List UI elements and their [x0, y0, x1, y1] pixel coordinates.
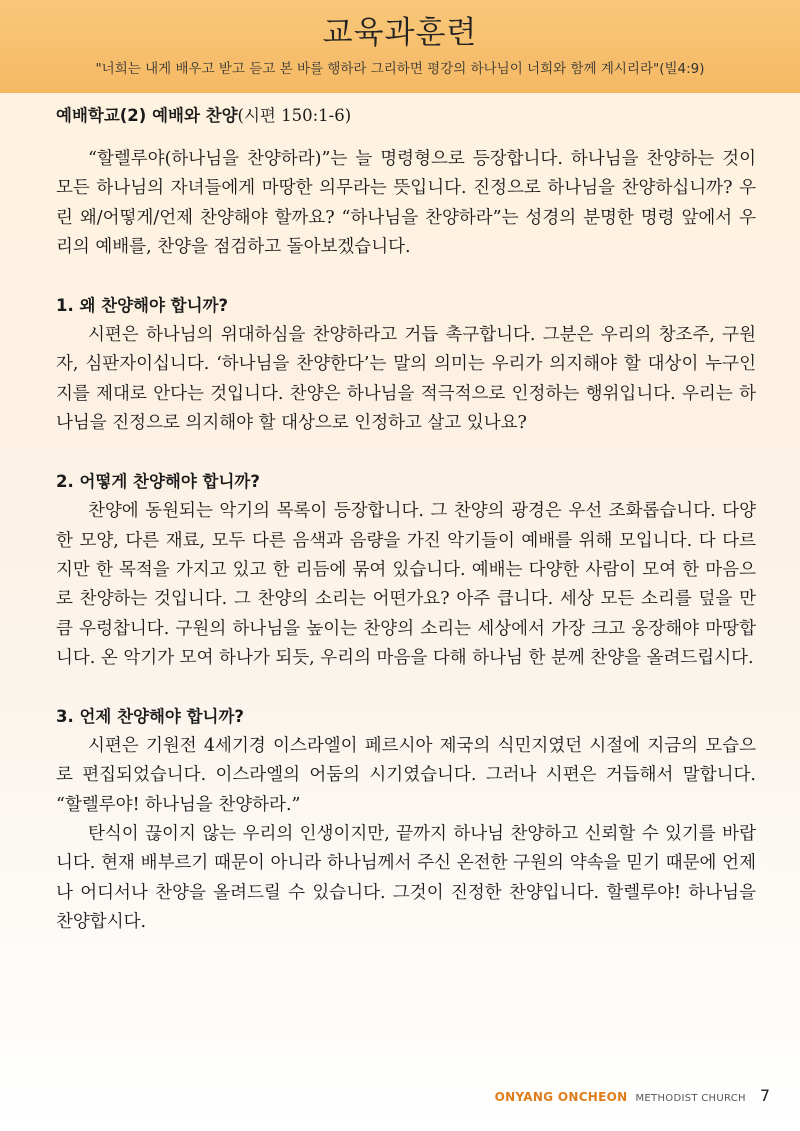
section-heading: 2. 어떻게 찬양해야 합니까? — [56, 472, 260, 492]
header-verse: "너희는 내게 배우고 받고 듣고 본 바를 행하라 그리하면 평강의 하나님이 너희와 함께 계시리라"(빌4:9) — [95, 61, 705, 77]
scripture-reference: (시편 150:1-6) — [237, 106, 352, 125]
subtitle-main: 예배학교(2) 예배와 찬양 — [56, 106, 238, 125]
article-subtitle — [56, 101, 756, 131]
church-name: ONYANG ONCHEON — [494, 1090, 628, 1104]
section-paragraph: 시편은 하나님의 위대하심을 찬양하라고 거듭 촉구합니다. 그분은 우리의 창조주, 구원자, 심판자이십니다. ‘하나님을 찬양한다’는 말의 의미는 우리가 의지해야 할 대상이 누구인지를 제대로 안다는 것입니다. 찬양은 하나님을 적극적으로 인정하는 행위입니다. 우리는 하나님을 진정으로 의지해야 할 대상으로 인정하고 살고 있나요? — [56, 325, 756, 434]
section-how — [56, 467, 756, 673]
intro-paragraph: “할렐루야(하나님을 찬양하라)”는 늘 명령형으로 등장합니다. 하나님을 찬양하는 것이 모든 하나님의 자녀들에게 마땅한 의무라는 뜻입니다. 진정으로 하나님을 찬양하십니까? 우린 왜/어떻게/언제 찬양해야 할까요? “하나님을 찬양하라”는 성경의 분명한 명령 앞에서 우리의 예배를, 찬양을 점검하고 돌아보겠습니다. — [56, 149, 756, 257]
page-header — [0, 0, 800, 93]
section-title: 교육과훈련 — [322, 15, 478, 51]
page-number: 7 — [759, 1086, 770, 1105]
section-paragraph: 탄식이 끊이지 않는 우리의 인생이지만, 끝까지 하나님 찬양하고 신뢰할 수 있기를 바랍니다. 현재 배부르기 때문이 아니라 하나님께서 주신 온전한 구원의 약속을 믿기 때문에 언제나 어디서나 찬양을 올려드릴 수 있습니다. 그것이 진정한 찬양입니다. 할렐루야! 하나님을 찬양합시다. — [56, 824, 756, 932]
article — [56, 101, 756, 937]
section-paragraph: 찬양에 동원되는 악기의 목록이 등장합니다. 그 찬양의 광경은 우선 조화롭습니다. 다양한 모양, 다른 재료, 모두 다른 음색과 음량을 가진 악기들이 예배를 위해 모입니다. 다 다르지만 한 목적을 가지고 있고 한 리듬에 묶여 있습니다. 예배는 다양한 사람이 모여 한 마음으로 찬양하는 것입니다. 그 찬양의 소리는 어떤가요? 아주 큽니다. 세상 모든 소리를 덮을 만큼 우렁찹니다. 구원의 하나님을 높이는 찬양의 소리는 세상에서 가장 크고 웅장해야 마땅합니다. 온 악기가 모여 하나가 되듯, 우리의 마음을 다해 하나님 한 분께 찬양을 올려드립시다. — [56, 501, 756, 668]
section-heading: 3. 언제 찬양해야 합니까? — [56, 707, 245, 727]
section-when — [56, 702, 756, 937]
church-type: METHODIST CHURCH — [635, 1093, 746, 1104]
section-paragraph: 시편은 기원전 4세기경 이스라엘이 페르시아 제국의 식민지였던 시절에 지금의 모습으로 편집되었습니다. 이스라엘의 어둠의 시기였습니다. 그러나 시편은 거듭해서 말합니다. “할렐루야! 하나님을 찬양하라.” — [56, 736, 756, 815]
page-footer — [495, 1086, 770, 1105]
section-why — [56, 291, 756, 438]
section-heading: 1. 왜 찬양해야 합니까? — [56, 296, 229, 316]
